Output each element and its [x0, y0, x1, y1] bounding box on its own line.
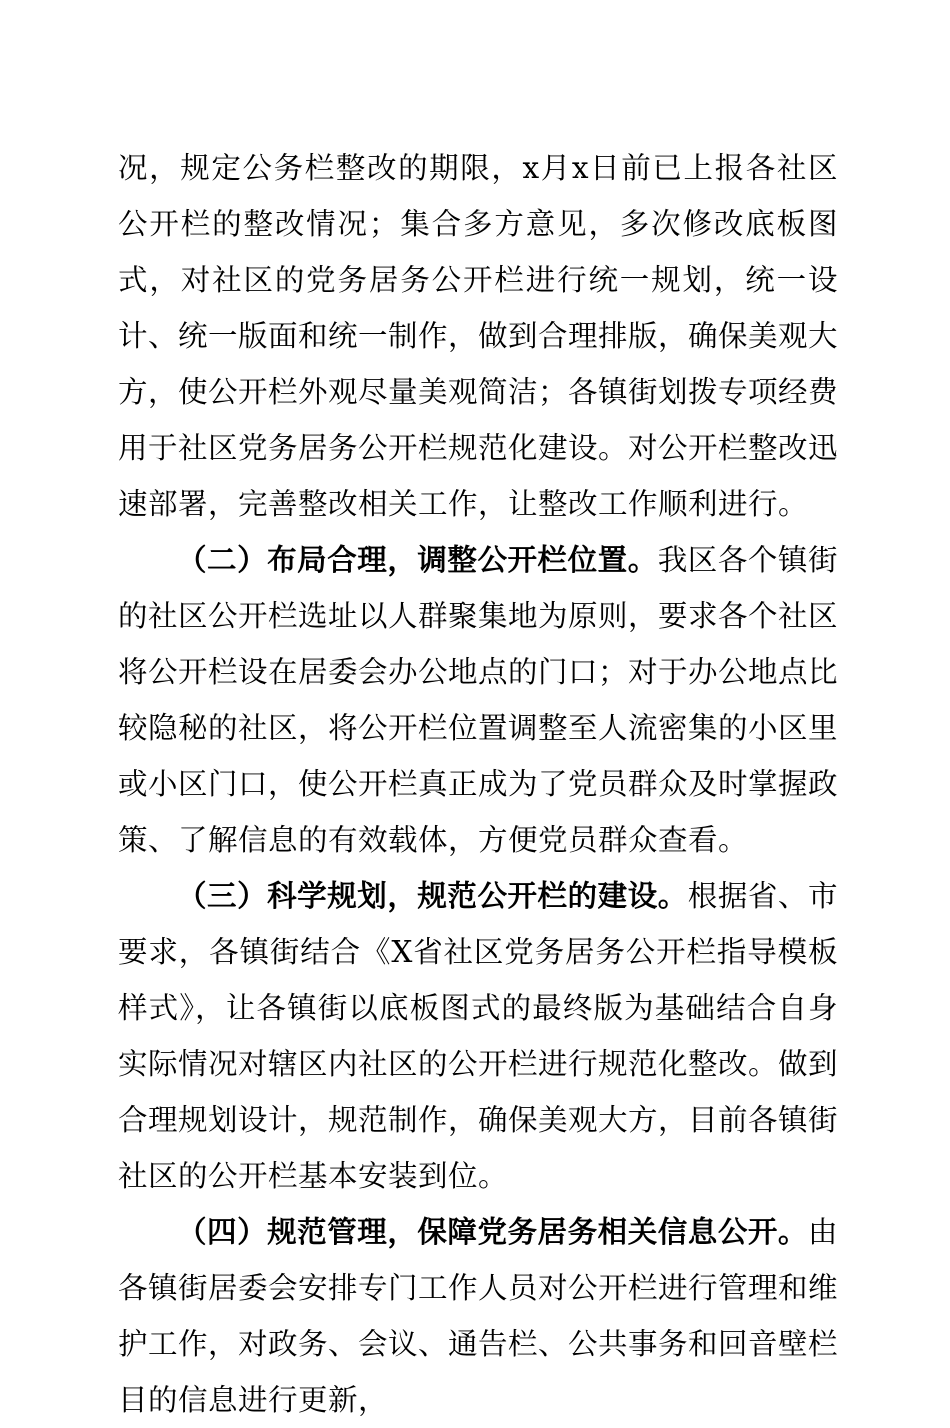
- paragraph-section-two: [118, 532, 838, 868]
- paragraph-section-three: [118, 868, 838, 1204]
- document-body: [118, 140, 838, 1428]
- paragraph-section-four: [118, 1204, 838, 1428]
- paragraph-text: 况，规定公务栏整改的期限，x月x日前已上报各社区公开栏的整改情况；集合多方意见，多次修改底板图式，对社区的党务居务公开栏进行统一规划，统一设计、统一版面和统一制作，做到合理排版，确保美观大方，使公开栏外观尽量美观简洁；各镇街划拨专项经费用于社区党务居务公开栏规范化建设。对公开栏整改迅速部署，完善整改相关工作，让整改工作顺利进行。: [118, 151, 839, 521]
- section-heading-four: （四）规范管理，保障党务居务相关信息公开。: [177, 1214, 808, 1249]
- paragraph-text: 根据省、市要求，各镇街结合《X省社区党务居务公开栏指导模板样式》，让各镇街以底板图式的最终版为基础结合自身实际情况对辖区内社区的公开栏进行规范化整改。做到合理规划设计，规范制作，确保美观大方，目前各镇街社区的公开栏基本安装到位。: [118, 879, 839, 1193]
- paragraph-text: 我区各个镇街的社区公开栏选址以人群聚集地为原则，要求各个社区将公开栏设在居委会办公地点的门口；对于办公地点比较隐秘的社区，将公开栏位置调整至人流密集的小区里或小区门口，使公开栏真正成为了党员群众及时掌握政策、了解信息的有效载体，方便党员群众查看。: [118, 543, 839, 857]
- section-heading-three: （三）科学规划，规范公开栏的建设。: [177, 878, 688, 913]
- paragraph-continuation: [118, 140, 838, 532]
- section-heading-two: （二）布局合理，调整公开栏位置。: [177, 542, 658, 577]
- paragraph-text: 由各镇街居委会安排专门工作人员对公开栏进行管理和维护工作，对政务、会议、通告栏、公共事务和回音壁栏目的信息进行更新，: [118, 1215, 839, 1417]
